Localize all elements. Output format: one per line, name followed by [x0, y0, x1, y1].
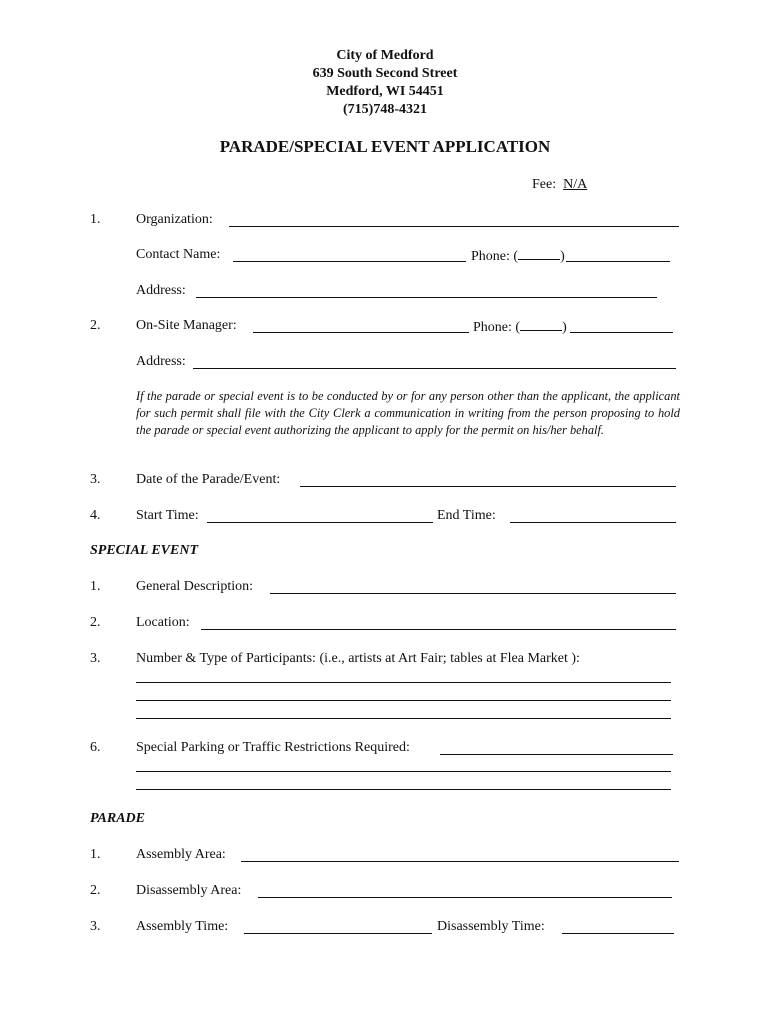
phone-open: Phone: (: [471, 249, 519, 264]
item-number: 1.: [90, 579, 101, 594]
general-description-field[interactable]: [270, 593, 676, 594]
onsite-manager-field[interactable]: [253, 332, 469, 333]
end-time-field[interactable]: [510, 522, 676, 523]
manager-address-label: Address:: [136, 354, 186, 369]
participants-field-line-1[interactable]: [136, 682, 671, 683]
assembly-time-field[interactable]: [244, 933, 432, 934]
phone-close: ): [562, 320, 567, 335]
disassembly-area-field[interactable]: [258, 897, 672, 898]
contact-name-field[interactable]: [233, 261, 466, 262]
address-label: Address:: [136, 283, 186, 298]
phone-close: ): [560, 249, 565, 264]
fee-row: [532, 177, 587, 193]
item-number: 2.: [90, 615, 101, 630]
event-date-label: Date of the Parade/Event:: [136, 472, 281, 487]
onsite-manager-label: On-Site Manager:: [136, 318, 237, 333]
manager-phone-field[interactable]: [570, 332, 673, 333]
contact-phone-field[interactable]: [566, 261, 670, 262]
assembly-area-field[interactable]: [241, 861, 679, 862]
contact-area-code-field[interactable]: [518, 247, 560, 260]
general-description-label: General Description:: [136, 579, 254, 594]
header-citystate: Medford, WI 54451: [326, 84, 444, 99]
parade-heading: PARADE: [90, 811, 145, 826]
organization-field[interactable]: [229, 226, 679, 227]
disassembly-area-label: Disassembly Area:: [136, 883, 242, 898]
fee-value: N/A: [563, 177, 588, 192]
parking-field-line-2[interactable]: [136, 771, 671, 772]
parking-field-line-3[interactable]: [136, 789, 671, 790]
item-number: 3.: [90, 651, 101, 666]
header-phone: (715)748-4321: [343, 102, 427, 117]
item-number: 1.: [90, 212, 101, 227]
item-number: 4.: [90, 508, 101, 523]
organization-label: Organization:: [136, 212, 213, 227]
disassembly-time-label: Disassembly Time:: [437, 919, 545, 934]
manager-address-field[interactable]: [193, 368, 676, 369]
item-number: 2.: [90, 318, 101, 333]
item-number: 3.: [90, 472, 101, 487]
participants-field-line-3[interactable]: [136, 718, 671, 719]
end-time-label: End Time:: [437, 508, 496, 523]
location-label: Location:: [136, 615, 190, 630]
start-time-label: Start Time:: [136, 508, 199, 523]
item-number: 3.: [90, 919, 101, 934]
start-time-field[interactable]: [207, 522, 433, 523]
header-street: 639 South Second Street: [312, 66, 458, 81]
location-field[interactable]: [201, 629, 676, 630]
contact-phone-label: [471, 247, 565, 265]
participants-label: Number & Type of Participants: (i.e., artists at Art Fair; tables at Flea Market ):: [136, 651, 580, 666]
contact-name-label: Contact Name:: [136, 247, 221, 262]
address-field[interactable]: [196, 297, 657, 298]
phone-open: Phone: (: [473, 320, 521, 335]
special-event-heading: SPECIAL EVENT: [90, 543, 199, 558]
event-date-field[interactable]: [300, 486, 676, 487]
item-number: 6.: [90, 740, 101, 755]
item-number: 2.: [90, 883, 101, 898]
manager-area-code-field[interactable]: [520, 318, 562, 331]
assembly-area-label: Assembly Area:: [136, 847, 226, 862]
parking-field[interactable]: [440, 754, 673, 755]
page-title: PARADE/SPECIAL EVENT APPLICATION: [219, 137, 551, 156]
manager-phone-label: [473, 318, 567, 336]
disassembly-time-field[interactable]: [562, 933, 674, 934]
participants-field-line-2[interactable]: [136, 700, 671, 701]
assembly-time-label: Assembly Time:: [136, 919, 229, 934]
item-number: 1.: [90, 847, 101, 862]
parking-label: Special Parking or Traffic Restrictions Required:: [136, 740, 410, 755]
fee-label: Fee:: [532, 177, 557, 192]
authorization-note: If the parade or special event is to be conducted by or for any person other than the applicant, the applicant for such permit shall file with the City Clerk a communication in writing from the person proposing to hold the parade or special event authorizing the applicant to apply for the permit on his/her behalf.: [136, 389, 680, 437]
header-city: City of Medford: [336, 48, 434, 63]
